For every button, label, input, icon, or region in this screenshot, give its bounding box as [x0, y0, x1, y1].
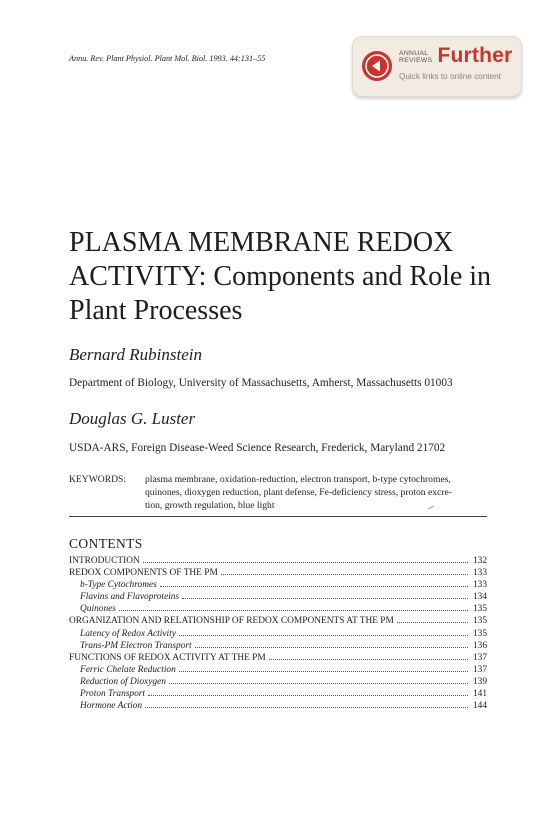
title-line-3: Plant Processes [69, 295, 243, 326]
further-subtitle: Quick links to online content [399, 72, 501, 81]
annual-reviews-further-banner[interactable] [352, 36, 522, 97]
toc-leader-dots [179, 664, 468, 672]
toc-entry-page: 133 [472, 568, 487, 579]
toc-entry-label: REDOX COMPONENTS OF THE PM [69, 568, 218, 579]
toc-entry[interactable] [69, 652, 487, 664]
table-of-contents [69, 555, 487, 712]
toc-leader-dots [269, 652, 468, 660]
toc-entry-label: INTRODUCTION [69, 556, 140, 566]
keywords-label: KEYWORDS: [69, 474, 127, 485]
contents-heading: CONTENTS [69, 536, 143, 551]
toc-entry-page: 139 [472, 676, 487, 687]
toc-leader-dots [143, 555, 468, 563]
toc-entry[interactable] [69, 664, 487, 676]
toc-entry-label: Trans-PM Electron Transport [80, 640, 192, 651]
toc-entry-label: Latency of Redox Activity [80, 628, 176, 639]
toc-entry-page: 134 [472, 592, 487, 603]
toc-entry-page: 137 [472, 652, 487, 663]
toc-entry-label: Proton Transport [80, 689, 146, 700]
toc-leader-dots [221, 567, 468, 575]
toc-entry-label: Flavins and Flavoproteins [80, 592, 180, 603]
toc-entry-page: 135 [472, 628, 487, 639]
toc-entry[interactable] [69, 676, 487, 688]
keywords-line-1: plasma membrane, oxidation-reduction, electron transport, b-type cytochromes, [145, 474, 451, 485]
author-name-2: Douglas G. Luster [69, 409, 196, 428]
toc-entry[interactable] [69, 615, 487, 627]
toc-leader-dots [182, 591, 468, 599]
keywords-line-3: tion, growth regulation, blue light [145, 500, 275, 511]
further-wordmark [399, 44, 513, 67]
toc-entry-page: 141 [472, 689, 487, 700]
toc-entry[interactable] [69, 579, 487, 591]
toc-entry[interactable] [69, 688, 487, 700]
toc-entry-page: 144 [472, 701, 487, 712]
toc-entry[interactable] [69, 567, 487, 579]
toc-leader-dots [179, 628, 468, 636]
toc-entry[interactable] [69, 700, 487, 712]
toc-leader-dots [160, 579, 468, 587]
back-arrow-icon [361, 50, 393, 82]
keywords-divider [69, 516, 487, 517]
keywords-block [69, 473, 487, 512]
journal-citation: Annu. Rev. Plant Physiol. Plant Mol. Biol. 1993. 44:131–55 [69, 54, 266, 63]
author-affiliation-2: USDA-ARS, Foreign Disease-Weed Science Research, Frederick, Maryland 21702 [69, 442, 446, 454]
toc-entry-label: Reduction of Dioxygen [80, 676, 166, 687]
toc-entry-label: ORGANIZATION AND RELATIONSHIP OF REDOX COMPONENTS AT THE PM [69, 616, 394, 627]
toc-leader-dots [119, 603, 468, 611]
toc-leader-dots [397, 615, 468, 623]
title-line-2: ACTIVITY: Components and Role in [69, 261, 492, 292]
toc-entry-label: b-Type Cytochromes [80, 580, 157, 591]
toc-entry[interactable] [69, 603, 487, 615]
toc-leader-dots [148, 688, 468, 696]
annual-reviews-label [399, 50, 432, 65]
toc-entry[interactable] [69, 628, 487, 640]
toc-entry-page: 136 [472, 640, 487, 651]
toc-entry-page: 135 [472, 604, 487, 615]
toc-entry[interactable] [69, 591, 487, 603]
toc-leader-dots [169, 676, 468, 684]
keywords-list [145, 473, 487, 512]
toc-entry-label: FUNCTIONS OF REDOX ACTIVITY AT THE PM [69, 652, 266, 663]
article-title [69, 226, 509, 328]
author-affiliation-1: Department of Biology, University of Massachusetts, Amherst, Massachusetts 01003 [69, 377, 453, 389]
title-line-1: PLASMA MEMBRANE REDOX [69, 227, 454, 258]
toc-entry[interactable] [69, 640, 487, 652]
toc-entry[interactable] [69, 555, 487, 567]
toc-entry-page: 132 [472, 556, 487, 566]
toc-entry-label: Ferric Chelate Reduction [80, 664, 176, 675]
further-label: Further [437, 44, 513, 67]
toc-entry-page: 137 [472, 664, 487, 675]
toc-entry-page: 133 [472, 580, 487, 591]
toc-entry-label: Hormone Action [80, 701, 143, 712]
keywords-line-2: quinones, dioxygen reduction, plant defense, Fe-deficiency stress, proton excre- [145, 487, 452, 498]
annual-label: ANNUAL [399, 49, 429, 57]
toc-leader-dots [145, 700, 468, 708]
toc-entry-page: 135 [472, 616, 487, 627]
reviews-label: REVIEWS [399, 57, 433, 65]
toc-entry-label: Quinones [80, 604, 116, 615]
toc-leader-dots [195, 640, 468, 648]
author-name-1: Bernard Rubinstein [69, 345, 202, 364]
